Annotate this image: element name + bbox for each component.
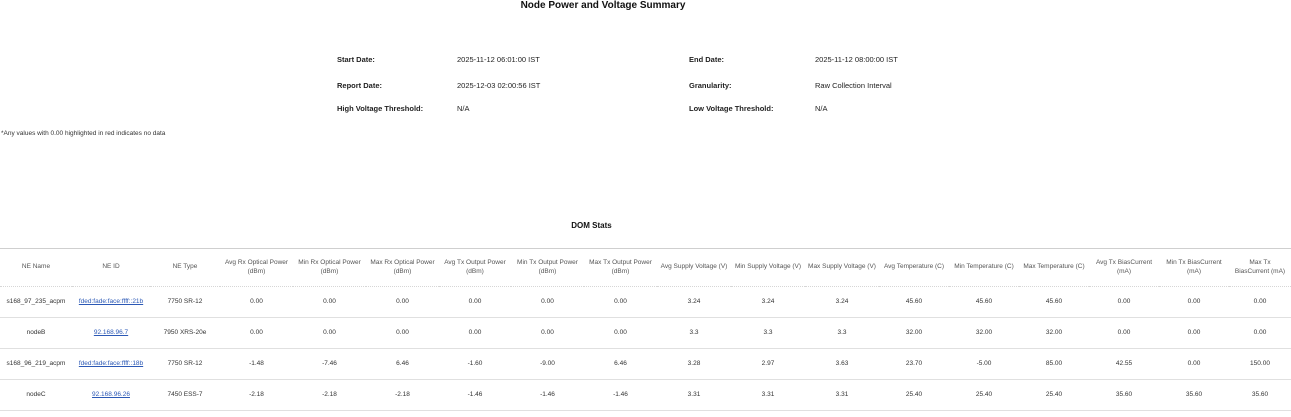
value-cell: 0.00 bbox=[293, 318, 366, 349]
col-min-tx-output-power: Min Tx Output Power (dBm) bbox=[511, 249, 584, 287]
ne-name-cell: nodeC bbox=[0, 380, 72, 411]
value-cell: -2.18 bbox=[366, 380, 439, 411]
value-cell: 32.00 bbox=[879, 318, 949, 349]
value-cell: 3.24 bbox=[805, 287, 879, 318]
no-data-note: *Any values with 0.00 highlighted in red indicates no data bbox=[1, 130, 166, 137]
value-cell: 3.3 bbox=[805, 318, 879, 349]
value-cell: 0.00 bbox=[220, 287, 293, 318]
start-date-label: Start Date: bbox=[337, 55, 375, 64]
ne-id-cell bbox=[72, 349, 150, 380]
col-avg-temperature: Avg Temperature (C) bbox=[879, 249, 949, 287]
value-cell: 3.31 bbox=[805, 380, 879, 411]
ne-type-cell: 7750 SR-12 bbox=[150, 287, 220, 318]
value-cell: 85.00 bbox=[1019, 349, 1089, 380]
table-row bbox=[0, 380, 1291, 411]
end-date-value: 2025-11-12 08:00:00 IST bbox=[815, 55, 898, 64]
value-cell: 0.00 bbox=[220, 318, 293, 349]
value-cell: 0.00 bbox=[584, 287, 657, 318]
value-cell: 32.00 bbox=[1019, 318, 1089, 349]
value-cell: 0.00 bbox=[439, 318, 511, 349]
value-cell: 25.40 bbox=[1019, 380, 1089, 411]
value-cell: 0.00 bbox=[584, 318, 657, 349]
value-cell: 0.00 bbox=[1089, 287, 1159, 318]
report-date-value: 2025-12-03 02:00:56 IST bbox=[457, 81, 541, 90]
ne-id-link[interactable]: 92.168.96.26 bbox=[92, 390, 130, 398]
col-min-rx-optical-power: Min Rx Optical Power (dBm) bbox=[293, 249, 366, 287]
ne-type-cell: 7950 XRS-20e bbox=[150, 318, 220, 349]
value-cell: 3.24 bbox=[731, 287, 805, 318]
value-cell: 45.60 bbox=[879, 287, 949, 318]
value-cell: 0.00 bbox=[439, 287, 511, 318]
value-cell: 0.00 bbox=[293, 287, 366, 318]
value-cell: 23.70 bbox=[879, 349, 949, 380]
value-cell: 35.60 bbox=[1089, 380, 1159, 411]
ne-id-link[interactable]: fded:fade:face:ffff::21b bbox=[78, 297, 144, 305]
col-max-rx-optical-power: Max Rx Optical Power (dBm) bbox=[366, 249, 439, 287]
value-cell: 0.00 bbox=[1229, 287, 1291, 318]
report-date-label: Report Date: bbox=[337, 81, 383, 90]
col-ne-id: NE ID bbox=[72, 249, 150, 287]
value-cell: 45.60 bbox=[1019, 287, 1089, 318]
value-cell: 0.00 bbox=[511, 318, 584, 349]
table-row bbox=[0, 349, 1291, 380]
value-cell: 0.00 bbox=[511, 287, 584, 318]
report-title: Node Power and Voltage Summary bbox=[520, 0, 686, 11]
ne-type-cell: 7450 ESS-7 bbox=[150, 380, 220, 411]
ne-id-link[interactable]: fded:fade:face:ffff::18b bbox=[78, 359, 144, 367]
ne-id-cell bbox=[72, 318, 150, 349]
ne-id-link[interactable]: 92.168.96.7 bbox=[93, 328, 129, 336]
dom-stats-table bbox=[0, 248, 1291, 411]
value-cell: -1.48 bbox=[220, 349, 293, 380]
ne-id-cell bbox=[72, 380, 150, 411]
col-avg-tx-biascurrent: Avg Tx BiasCurrent (mA) bbox=[1089, 249, 1159, 287]
value-cell: 0.00 bbox=[1229, 318, 1291, 349]
value-cell: 0.00 bbox=[366, 287, 439, 318]
col-min-tx-biascurrent: Min Tx BiasCurrent (mA) bbox=[1159, 249, 1229, 287]
low-voltage-threshold-label: Low Voltage Threshold: bbox=[689, 104, 774, 113]
ne-type-cell: 7750 SR-12 bbox=[150, 349, 220, 380]
col-min-supply-voltage: Min Supply Voltage (V) bbox=[731, 249, 805, 287]
value-cell: 0.00 bbox=[366, 318, 439, 349]
value-cell: 3.3 bbox=[657, 318, 731, 349]
ne-name-cell: s168_97_235_acpm bbox=[0, 287, 72, 318]
col-min-temperature: Min Temperature (C) bbox=[949, 249, 1019, 287]
value-cell: 0.00 bbox=[1089, 318, 1159, 349]
high-voltage-threshold-value: N/A bbox=[457, 104, 470, 113]
col-max-tx-output-power: Max Tx Output Power (dBm) bbox=[584, 249, 657, 287]
value-cell: 45.60 bbox=[949, 287, 1019, 318]
table-row bbox=[0, 318, 1291, 349]
value-cell: -9.00 bbox=[511, 349, 584, 380]
granularity-label: Granularity: bbox=[689, 81, 732, 90]
ne-name-cell: s168_96_219_acpm bbox=[0, 349, 72, 380]
col-avg-rx-optical-power: Avg Rx Optical Power (dBm) bbox=[220, 249, 293, 287]
dom-stats-title: DOM Stats bbox=[571, 221, 612, 230]
ne-name-cell: nodeB bbox=[0, 318, 72, 349]
value-cell: 3.28 bbox=[657, 349, 731, 380]
value-cell: -1.46 bbox=[439, 380, 511, 411]
col-avg-tx-output-power: Avg Tx Output Power (dBm) bbox=[439, 249, 511, 287]
col-ne-name: NE Name bbox=[0, 249, 72, 287]
value-cell: 25.40 bbox=[949, 380, 1019, 411]
value-cell: 3.3 bbox=[731, 318, 805, 349]
col-max-tx-biascurrent: Max Tx BiasCurrent (mA) bbox=[1229, 249, 1291, 287]
table-row bbox=[0, 287, 1291, 318]
col-avg-supply-voltage: Avg Supply Voltage (V) bbox=[657, 249, 731, 287]
granularity-value: Raw Collection Interval bbox=[815, 81, 892, 90]
value-cell: 150.00 bbox=[1229, 349, 1291, 380]
value-cell: 3.31 bbox=[657, 380, 731, 411]
value-cell: 25.40 bbox=[879, 380, 949, 411]
high-voltage-threshold-label: High Voltage Threshold: bbox=[337, 104, 424, 113]
value-cell: 3.63 bbox=[805, 349, 879, 380]
low-voltage-threshold-value: N/A bbox=[815, 104, 828, 113]
value-cell: -1.60 bbox=[439, 349, 511, 380]
value-cell: 0.00 bbox=[1159, 349, 1229, 380]
ne-id-cell bbox=[72, 287, 150, 318]
value-cell: -1.46 bbox=[584, 380, 657, 411]
value-cell: 6.46 bbox=[584, 349, 657, 380]
value-cell: 6.46 bbox=[366, 349, 439, 380]
value-cell: 35.60 bbox=[1159, 380, 1229, 411]
value-cell: 3.31 bbox=[731, 380, 805, 411]
value-cell: -5.00 bbox=[949, 349, 1019, 380]
value-cell: -2.18 bbox=[293, 380, 366, 411]
value-cell: 0.00 bbox=[1159, 287, 1229, 318]
value-cell: 42.55 bbox=[1089, 349, 1159, 380]
value-cell: 0.00 bbox=[1159, 318, 1229, 349]
start-date-value: 2025-11-12 06:01:00 IST bbox=[457, 55, 540, 64]
value-cell: 35.60 bbox=[1229, 380, 1291, 411]
col-max-supply-voltage: Max Supply Voltage (V) bbox=[805, 249, 879, 287]
value-cell: -1.46 bbox=[511, 380, 584, 411]
col-ne-type: NE Type bbox=[150, 249, 220, 287]
value-cell: 2.97 bbox=[731, 349, 805, 380]
col-max-temperature: Max Temperature (C) bbox=[1019, 249, 1089, 287]
end-date-label: End Date: bbox=[689, 55, 725, 64]
value-cell: -7.46 bbox=[293, 349, 366, 380]
header-row bbox=[0, 249, 1291, 287]
value-cell: 32.00 bbox=[949, 318, 1019, 349]
value-cell: 3.24 bbox=[657, 287, 731, 318]
value-cell: -2.18 bbox=[220, 380, 293, 411]
